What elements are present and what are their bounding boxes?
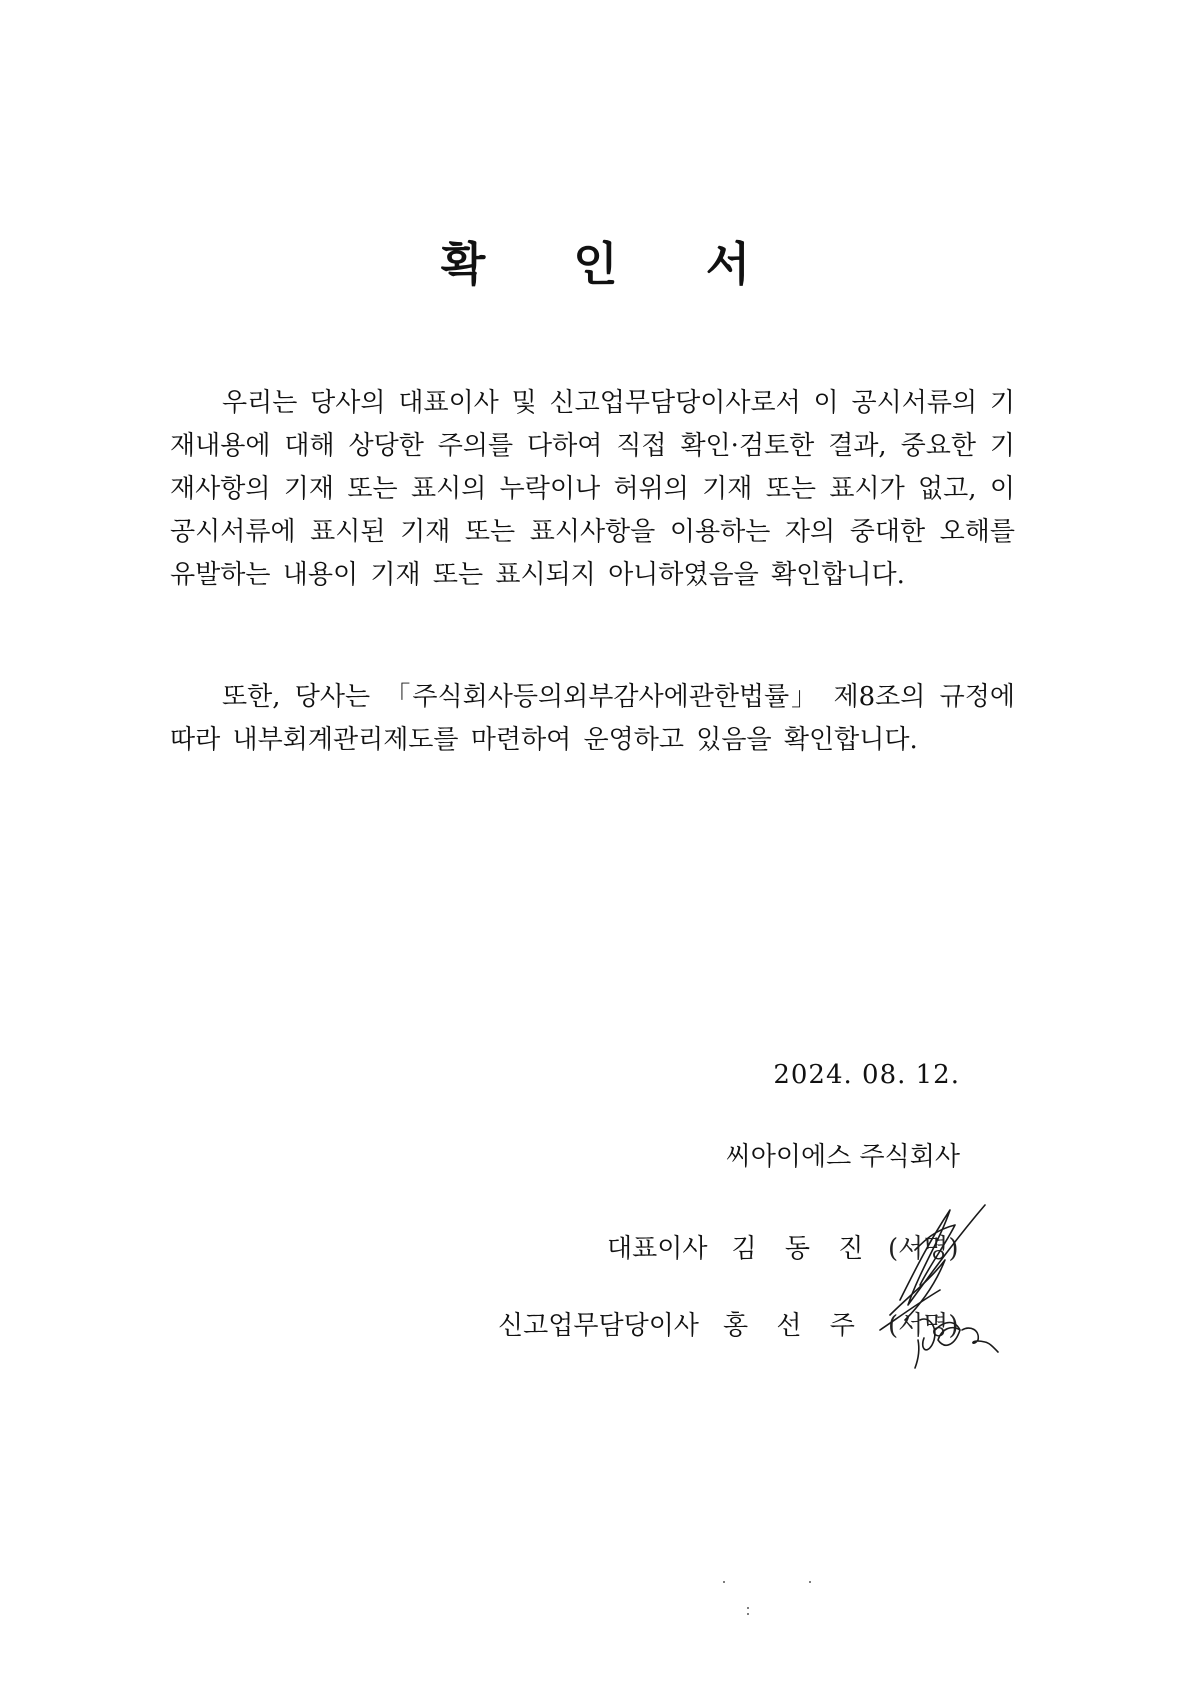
company-name: 씨아이에스 주식회사 (725, 1142, 960, 1172)
signatory-name: 김 동 진 (731, 1234, 874, 1264)
confirmation-paragraph-1 (170, 382, 1015, 597)
paragraph-2-text: 또한, 당사는 「주식회사등의외부감사에관한법률」 제8조의 규정에 따라 내부회계관리제도를 마련하여 운영하고 있음을 확인합니다. (170, 682, 1015, 755)
handwritten-signature (860, 1180, 1000, 1370)
signature-mark-director: (서명) (888, 1311, 959, 1341)
signatory-role: 신고업무담당이사 (498, 1311, 699, 1341)
signatory-row-ceo (607, 1228, 873, 1265)
document-date: 2024. 08. 12. (773, 1060, 960, 1090)
paragraph-1-text: 우리는 당사의 대표이사 및 신고업무담당이사로서 이 공시서류의 기재내용에 대해 상당한 주의를 다하여 직접 확인·검토한 결과, 중요한 기재사항의 기재 또는 표시의 누락이나 허위의 기재 또는 표시가 없고, 이 공시서류에 표시된 기재 또는 표시사항을 이용하는 자의 중대한 오해를 유발하는 내용이 기재 또는 표시되지 아니하였음을 확인합니다. (170, 388, 1015, 590)
signature-mark-ceo: (서명) (888, 1234, 959, 1264)
confirmation-paragraph-2 (170, 676, 1015, 762)
signatory-role: 대표이사 (607, 1234, 708, 1264)
document-title: 확 인 서 (440, 237, 787, 291)
signatory-name: 홍 선 주 (722, 1311, 865, 1341)
scan-specks (720, 1580, 840, 1630)
signatory-row-disclosure-director (498, 1305, 865, 1342)
